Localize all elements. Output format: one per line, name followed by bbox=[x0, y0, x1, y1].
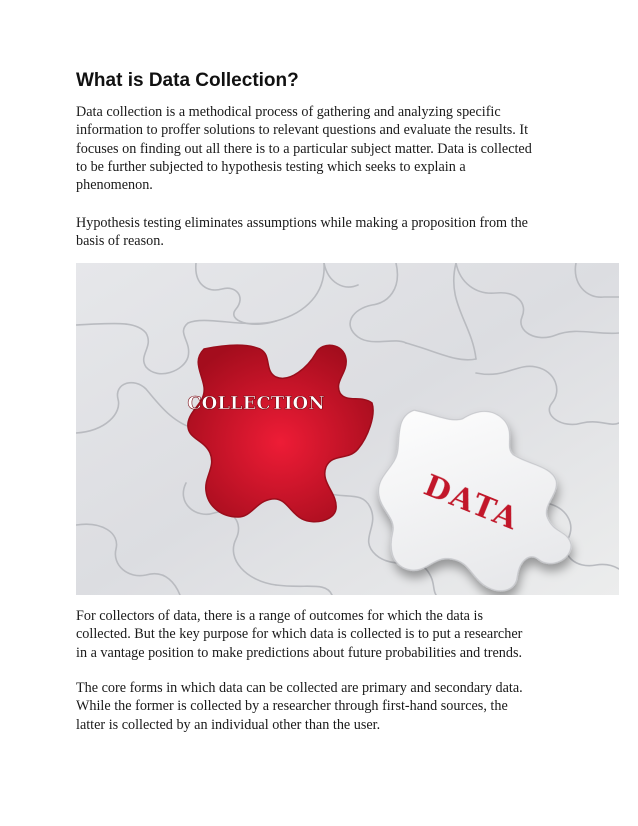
paragraph-intro bbox=[76, 103, 562, 194]
text-line: phenomenon. bbox=[76, 177, 153, 194]
text-line: Data collection is a methodical process of gathering and analyzing specific bbox=[76, 104, 501, 120]
text-line: Hypothesis testing eliminates assumptions while making a proposition from the bbox=[76, 215, 528, 231]
text-line: to be further subjected to hypothesis testing which seeks to explain a bbox=[76, 158, 466, 175]
text-line: basis of reason. bbox=[76, 233, 164, 250]
paragraph-hypothesis bbox=[76, 214, 562, 251]
text-line: collected. But the key purpose for which data is collected is to put a researcher bbox=[76, 626, 523, 643]
text-line: For collectors of data, there is a range of outcomes for which the data is bbox=[76, 608, 483, 624]
data-label: DATA bbox=[418, 468, 525, 538]
text-line: While the former is collected by a researcher through first-hand sources, the bbox=[76, 698, 508, 715]
text-line: in a vantage position to make predictions about future probabilities and trends. bbox=[76, 644, 523, 661]
text-line: The core forms in which data can be collected are primary and secondary data. bbox=[76, 680, 523, 696]
text-line: focuses on finding out all there is to a particular subject matter. Data is collected bbox=[76, 140, 532, 157]
collection-label: COLLECTION bbox=[187, 393, 325, 414]
text-line: latter is collected by an individual other than the user. bbox=[76, 716, 381, 733]
paragraph-core-forms bbox=[76, 679, 562, 734]
puzzle-image bbox=[76, 263, 619, 595]
puzzle-illustration bbox=[76, 263, 619, 595]
page-title: What is Data Collection? bbox=[76, 70, 299, 91]
text-line: information to proffer solutions to relevant questions and evaluate the results. It bbox=[76, 122, 529, 139]
paragraph-purpose bbox=[76, 607, 562, 662]
